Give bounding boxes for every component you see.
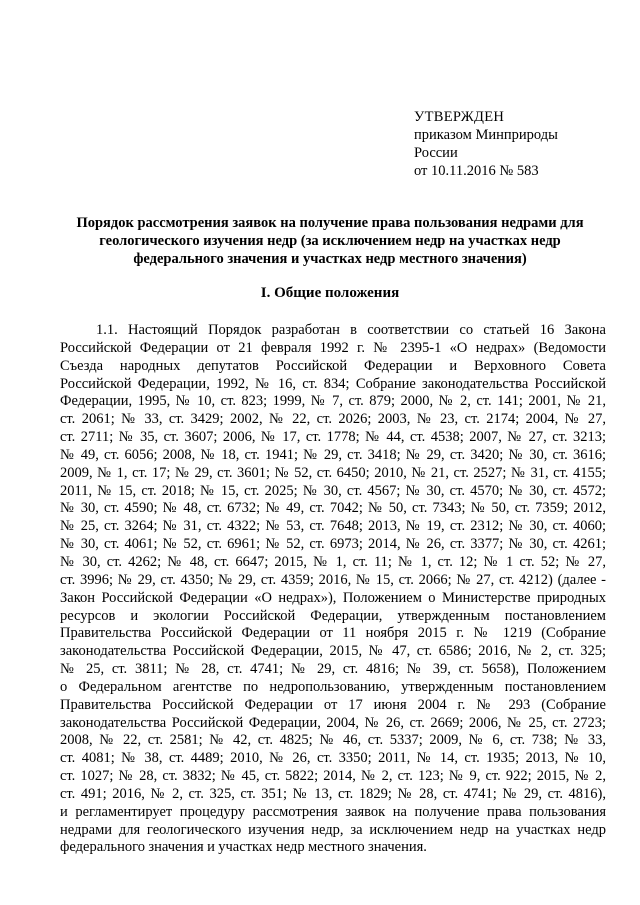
paragraph-line: Российской Федерации, 1992, № 16, ст. 834; Собрание законодательства Российской (60, 375, 606, 392)
paragraph-line: ст. 3996; № 29, ст. 4350; № 29, ст. 4359; 2016, № 15, ст. 2066; № 27, ст. 4212) (далее - (60, 571, 606, 588)
paragraph-line: 2011, № 15, ст. 2018; № 15, ст. 2025; № 30, ст. 4567; № 30, ст. 4570; № 30, ст. 4572; (60, 482, 606, 499)
paragraph-line: федерального значения и участках недр местного значения. (60, 839, 427, 856)
section-heading: I. Общие положения (260, 285, 400, 301)
paragraph-line: № 49, ст. 6056; 2008, № 18, ст. 1941; № 29, ст. 3418; № 29, ст. 3420; № 30, ст. 3616; (60, 446, 606, 463)
paragraph-line: ресурсов и экологии Российской Федерации, утвержденным постановлением (60, 607, 606, 624)
approval-country-line: России (414, 145, 458, 161)
paragraph-line: 2008, № 22, ст. 2581; № 42, ст. 4825; № 46, ст. 5337; 2009, № 6, ст. 738; № 33, (60, 732, 606, 749)
paragraph-line: о Федеральном агентстве по недропользованию, утвержденным постановлением (60, 678, 606, 695)
paragraph-line: 1.1. Настоящий Порядок разработан в соответствии со статьей 16 Закона (96, 322, 606, 338)
paragraph-line: 2009, № 1, ст. 17; № 29, ст. 3601; № 52, ст. 6450; 2010, № 21, ст. 2527; № 31, ст. 4155; (60, 464, 606, 481)
paragraph-line: № 30, ст. 4590; № 48, ст. 6732; № 49, ст. 7042; № 50, ст. 7343; № 50, ст. 7359; 2012, (60, 500, 606, 517)
paragraph-line: Правительства Российской Федерации от 11 ноября 2015 г. № 1219 (Собрание (60, 625, 606, 642)
body-paragraph (60, 322, 606, 857)
paragraph-line: законодательства Российской Федерации, 2015, № 47, ст. 6586; 2016, № 2, ст. 325; (60, 643, 606, 660)
title-line-2: геологического изучения недр (за исключением недр на участках недр (99, 233, 561, 249)
paragraph-line: Федерации, 1995, № 10, ст. 823; 1999, № 7, ст. 879; 2000, № 2, ст. 141; 2001, № 21, (60, 393, 606, 410)
approval-heading: УТВЕРЖДЕН (414, 109, 505, 125)
paragraph-line: № 25, ст. 3811; № 28, ст. 4741; № 29, ст. 4816; № 39, ст. 5658), Положением (60, 661, 606, 678)
paragraph-line: № 25, ст. 3264; № 31, ст. 4322; № 53, ст. 7648; 2013, № 19, ст. 2312; № 30, ст. 4060; (60, 518, 606, 535)
paragraph-line: недрами для геологического изучения недр, за исключением недр на участках недр (60, 821, 606, 838)
paragraph-line: законодательства Российской Федерации, 2004, № 26, ст. 2669; 2006, № 25, ст. 2723; (60, 714, 606, 731)
title-line-1: Порядок рассмотрения заявок на получение права пользования недрами для (76, 215, 584, 231)
document-title (55, 214, 605, 268)
paragraph-line: ст. 491; 2016, № 2, ст. 325, ст. 351; № 13, ст. 1829; № 28, ст. 4741; № 29, ст. 4816), (60, 785, 606, 802)
paragraph-line: ст. 1027; № 28, ст. 3832; № 45, ст. 5822; 2014, № 2, ст. 123; № 9, ст. 922; 2015, № 2, (60, 768, 606, 785)
title-line-3: федерального значения и участках недр местного значения) (133, 251, 527, 267)
paragraph-line: Съезда народных депутатов Российской Федерации и Верховного Совета (60, 357, 606, 374)
paragraph-line: № 30, ст. 4262; № 48, ст. 6647; 2015, № 1, ст. 11; № 1, ст. 12; № 1 ст. 52; № 27, (60, 553, 606, 570)
approval-order-line: приказом Минприроды (414, 127, 558, 143)
paragraph-line: и регламентирует процедуру рассмотрения заявок на получение права пользования (60, 803, 606, 820)
paragraph-line: Закон Российской Федерации «О недрах»), Положением о Министерстве природных (60, 589, 606, 606)
paragraph-line: ст. 2061; № 33, ст. 3429; 2002, № 22, ст. 2026; 2003, № 23, ст. 2174; 2004, № 27, (60, 411, 606, 428)
paragraph-line: ст. 4081; № 38, ст. 4489; 2010, № 26, ст. 3350; 2011, № 14, ст. 1935; 2013, № 10, (60, 750, 606, 767)
approval-date-line: от 10.11.2016 № 583 (414, 163, 539, 179)
paragraph-line: Правительства Российской Федерации от 17 июня 2004 г. № 293 (Собрание (60, 696, 606, 713)
paragraph-line: ст. 2711; № 35, ст. 3607; 2006, № 17, ст. 1778; № 44, ст. 4538; 2007, № 27, ст. 3213; (60, 429, 606, 446)
approval-stamp (414, 108, 624, 180)
paragraph-line: Российской Федерации от 21 февраля 1992 г. № 2395-1 «О недрах» (Ведомости (60, 339, 606, 356)
paragraph-line: № 30, ст. 4061; № 52, ст. 6961; № 52, ст. 6973; 2014, № 26, ст. 3377; № 30, ст. 4261; (60, 536, 606, 553)
